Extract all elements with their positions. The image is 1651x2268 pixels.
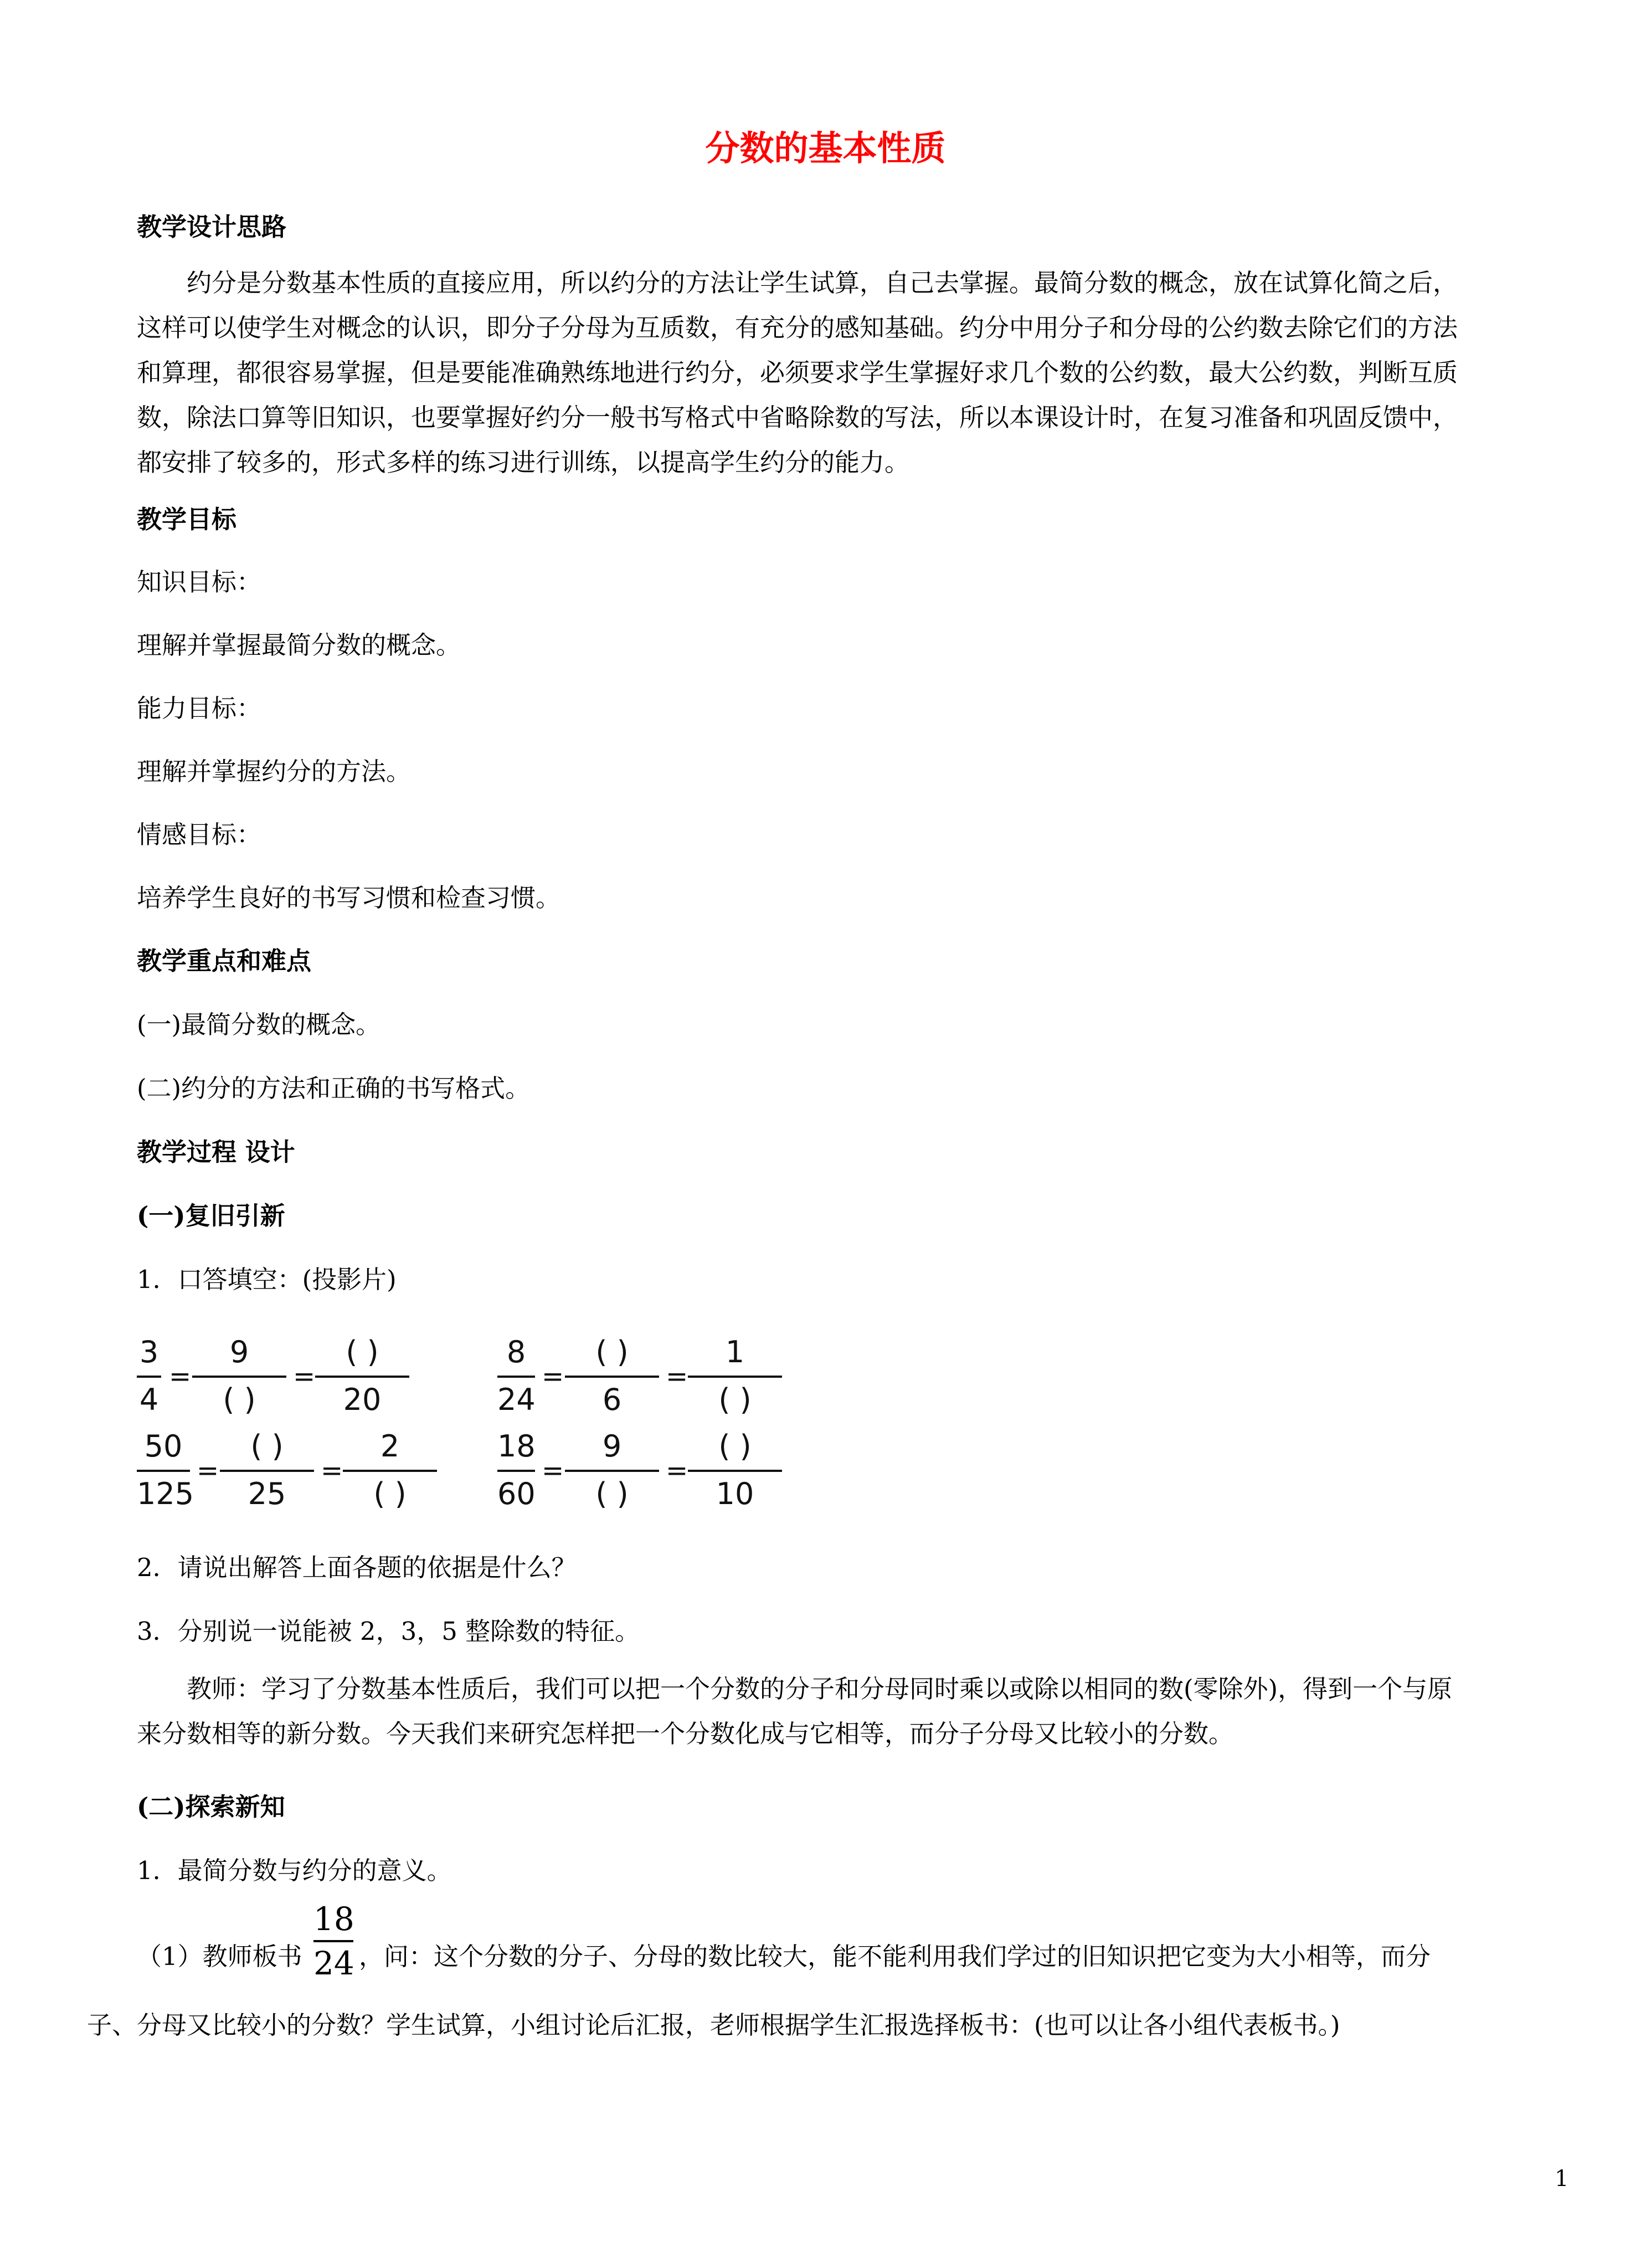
equals-sign: = [666,1455,688,1486]
numerator: ( ) [718,1429,752,1464]
goal-ability-text: 理解并掌握约分的方法。 [137,757,412,786]
numerator: 1 [725,1335,745,1369]
equals-sign: = [293,1361,316,1392]
denominator: 60 [497,1476,536,1511]
fraction [220,1427,314,1515]
goal-emotion-label: 情感目标： [137,820,262,849]
page-number: 1 [1555,2166,1569,2192]
fraction-bar [688,1376,782,1378]
denominator: 10 [716,1476,754,1511]
fraction-bar [192,1376,286,1378]
fraction [192,1332,286,1421]
fraction [137,1332,161,1421]
design-paragraph [137,260,1577,485]
review-item-3: 3．分别说一说能被 2，3，5 整除数的特征。 [137,1617,640,1646]
denominator: 125 [137,1476,194,1511]
fraction [497,1332,535,1421]
section-heading-design: 教学设计思路 [137,212,287,242]
fraction [137,1427,194,1515]
key-point-2: (二)约分的方法和正确的书写格式。 [137,1074,531,1103]
denominator: 25 [248,1476,286,1511]
numerator: 8 [506,1335,526,1369]
paragraph-line: 数，除法口算等旧知识，也要掌握好约分一般书写格式中省略除数的写法，所以本课设计时，在复习准备和巩固反馈中， [137,403,1458,432]
fraction-bar [137,1470,190,1472]
numerator: ( ) [250,1429,284,1464]
numerator: 9 [602,1429,622,1464]
fraction-bar [315,1376,409,1378]
fraction [343,1427,437,1515]
denominator: ( ) [595,1476,629,1511]
fraction [315,1332,409,1421]
fraction [565,1332,659,1421]
denominator: 4 [139,1382,159,1417]
fraction-bar [565,1376,659,1378]
fraction-equation-d [497,1427,785,1515]
denominator: 6 [602,1382,622,1417]
fraction-bar [220,1470,314,1472]
fraction-bar [137,1376,161,1378]
review-item-1: 1．口答填空：(投影片) [137,1265,397,1294]
fraction-equation-b [497,1332,785,1421]
section-heading-goal: 教学目标 [137,505,237,534]
paragraph-line: 和算理，都很容易掌握，但是要能准确熟练地进行约分，必须要求学生掌握好求几个数的公约数，最大公约数，判断互质 [137,358,1458,387]
key-point-1: (一)最简分数的概念。 [137,1010,381,1039]
goal-emotion-text: 培养学生良好的书写习惯和检查习惯。 [137,883,561,912]
numerator: 50 [144,1429,183,1464]
denominator: 20 [343,1382,382,1417]
fraction-bar [497,1376,535,1378]
paragraph-line: 约分是分数基本性质的直接应用，所以约分的方法让学生试算，自己去掌握。最简分数的概念，放在试算化简之后， [187,268,1458,297]
fraction-bar [313,1940,353,1942]
explore-line-post: ，问：这个分数的分子、分母的数比较大，能不能利用我们学过的旧知识把它变为大小相等，而分 [359,1942,1431,1971]
document-title: 分数的基本性质 [705,128,946,168]
numerator: 2 [380,1429,400,1464]
numerator: 9 [229,1335,249,1369]
fraction-equation-a [137,1332,414,1421]
review-item-2: 2．请说出解答上面各题的依据是什么？ [137,1553,577,1582]
numerator: 18 [497,1429,536,1464]
denominator: ( ) [373,1476,407,1511]
denominator: ( ) [223,1382,256,1417]
teacher-paragraph [137,1666,1577,1756]
equals-sign: = [169,1361,192,1392]
denominator: 24 [313,1944,354,1982]
equals-sign: = [197,1455,219,1486]
numerator: 18 [313,1900,354,1938]
fraction [688,1427,782,1515]
denominator: 24 [497,1382,536,1417]
numerator: ( ) [346,1335,379,1369]
fraction [565,1427,659,1515]
fraction-bar [497,1470,535,1472]
paragraph-line: 来分数相等的新分数。今天我们来研究怎样把一个分数化成与它相等，而分子分母又比较小的分数。 [137,1719,1234,1748]
fraction-bar [688,1470,782,1472]
equals-sign: = [321,1455,343,1486]
inline-fraction [313,1901,353,1981]
fraction-equation-c [137,1427,436,1515]
paragraph-line: 都安排了较多的，形式多样的练习进行训练，以提高学生约分的能力。 [137,448,910,477]
goal-ability-label: 能力目标： [137,694,262,723]
denominator: ( ) [718,1382,752,1417]
goal-knowledge-label: 知识目标： [137,567,262,597]
fraction-bar [565,1470,659,1472]
subsection-explore: (二)探索新知 [137,1792,285,1821]
equals-sign: = [542,1455,564,1486]
fraction-bar [343,1470,437,1472]
equals-sign: = [542,1361,564,1392]
fraction [497,1427,535,1515]
explore-line-2: 子、分母又比较小的分数？学生试算，小组讨论后汇报，老师根据学生汇报选择板书：(也可以让各小组代表板书。) [87,2010,1340,2040]
paragraph-line: 教师：学习了分数基本性质后，我们可以把一个分数的分子和分母同时乘以或除以相同的数(零除外)，得到一个与原 [187,1674,1453,1703]
section-heading-key: 教学重点和难点 [137,946,312,976]
equals-sign: = [666,1361,688,1392]
section-heading-process: 教学过程 设计 [137,1137,295,1167]
subsection-review: (一)复旧引新 [137,1201,285,1230]
explore-line-pre: （1）教师板书 [137,1942,302,1971]
fraction [688,1332,782,1421]
explore-item-1: 1．最简分数与约分的意义。 [137,1856,452,1885]
numerator: 3 [139,1335,159,1369]
goal-knowledge-text: 理解并掌握最简分数的概念。 [137,630,461,660]
paragraph-line: 这样可以使学生对概念的认识，即分子分母为互质数，有充分的感知基础。约分中用分子和分母的公约数去除它们的方法 [137,313,1458,342]
numerator: ( ) [595,1335,629,1369]
